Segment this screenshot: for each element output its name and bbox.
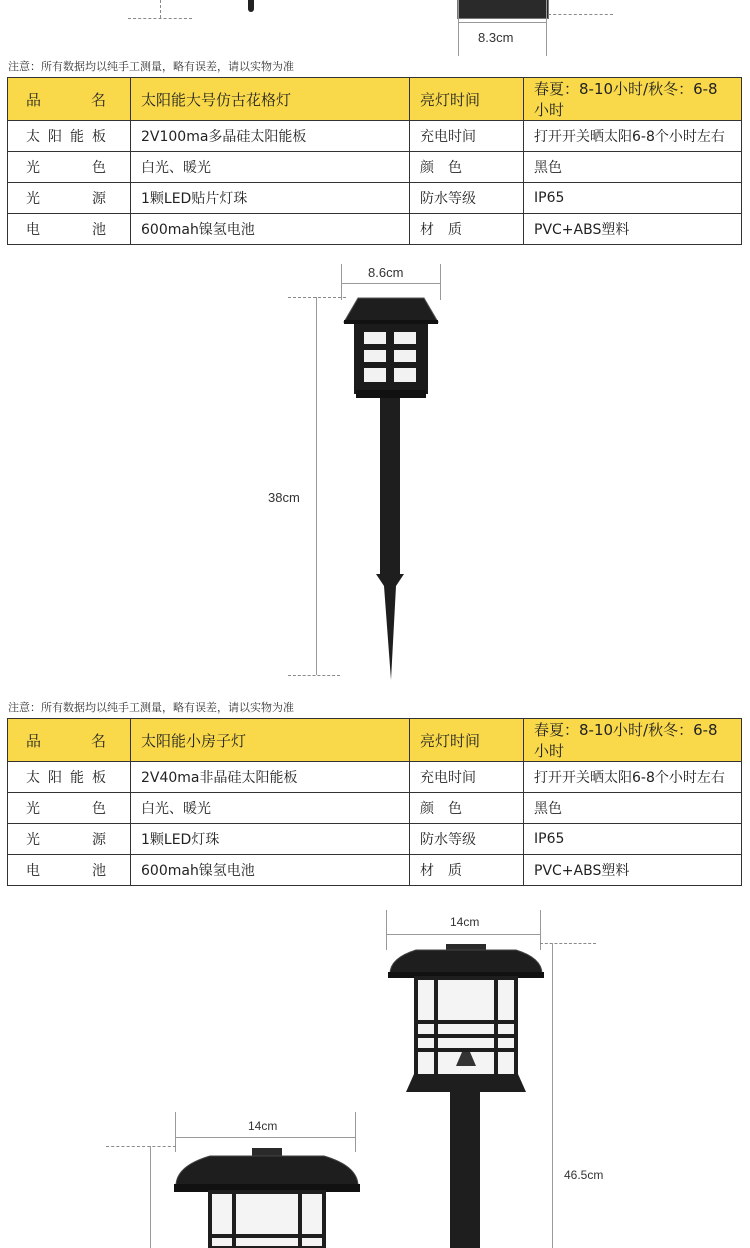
spec-label: 品 名 [8,719,131,762]
spec-value: 600mah镍氢电池 [131,855,410,886]
top-width-label: 8.3cm [478,30,514,45]
spec-label: 太阳能板 [8,762,131,793]
spec-label: 颜 色 [410,152,524,183]
top-lamp-base [457,0,549,19]
figure-2-width-label: 14cm [450,915,480,929]
table-row [8,793,742,824]
spec-value: 太阳能大号仿古花格灯 [131,78,410,121]
spec-value: 600mah镍氢电池 [131,214,410,245]
measurement-note-2: 注意：所有数据均以纯手工测量，略有误差，请以实物为准 [8,701,294,714]
spec-value: 黑色 [524,793,742,824]
spec-value: 打开开关晒太阳6-8个小时左右 [524,121,742,152]
spec-label: 材 质 [410,855,524,886]
measurement-note-1: 注意：所有数据均以纯手工测量，略有误差，请以实物为准 [8,60,294,73]
spec-value: 1颗LED灯珠 [131,824,410,855]
spec-label: 太阳能板 [8,121,131,152]
spec-value: IP65 [524,824,742,855]
spec-label: 光 源 [8,183,131,214]
spec-value: 打开开关晒太阳6-8个小时左右 [524,762,742,793]
spec-value: 白光、暖光 [131,152,410,183]
table-row [8,762,742,793]
lamp-3-illustration [174,1148,360,1248]
figure-1-width-label: 8.6cm [368,265,404,280]
spec-value: PVC+ABS塑料 [524,214,742,245]
figure-2-height-label: 46.5cm [564,1168,604,1182]
spec-value: PVC+ABS塑料 [524,855,742,886]
spec-label: 防水等级 [410,183,524,214]
table-row [8,183,742,214]
table-row [8,719,742,762]
spec-label: 光 色 [8,152,131,183]
spec-value: 黑色 [524,152,742,183]
lamp-2-illustration [386,942,546,1248]
top-stake-tip [248,0,254,12]
table-row [8,855,742,886]
spec-label: 亮灯时间 [410,78,524,121]
figure-1-height-label: 38cm [268,490,300,505]
spec-value: 春夏：8-10小时/秋冬：6-8小时 [524,78,742,121]
spec-label: 充电时间 [410,762,524,793]
table-row [8,824,742,855]
spec-value: 2V100ma多晶硅太阳能板 [131,121,410,152]
spec-table-1 [7,77,742,245]
spec-label: 电 池 [8,214,131,245]
spec-label: 光 源 [8,824,131,855]
spec-value: 2V40ma非晶硅太阳能板 [131,762,410,793]
spec-label: 电 池 [8,855,131,886]
spec-label: 光 色 [8,793,131,824]
figure-2-left-width-label: 14cm [248,1119,278,1133]
spec-label: 品 名 [8,78,131,121]
spec-label: 颜 色 [410,793,524,824]
spec-label: 亮灯时间 [410,719,524,762]
spec-label: 充电时间 [410,121,524,152]
spec-value: 春夏：8-10小时/秋冬：6-8小时 [524,719,742,762]
spec-value: 白光、暖光 [131,793,410,824]
table-row [8,121,742,152]
table-row [8,214,742,245]
spec-value: 1颗LED贴片灯珠 [131,183,410,214]
spec-label: 材 质 [410,214,524,245]
table-row [8,152,742,183]
lamp-1-illustration [340,296,442,680]
table-row [8,78,742,121]
spec-table-2 [7,718,742,886]
spec-value: IP65 [524,183,742,214]
spec-label: 防水等级 [410,824,524,855]
spec-value: 太阳能小房子灯 [131,719,410,762]
